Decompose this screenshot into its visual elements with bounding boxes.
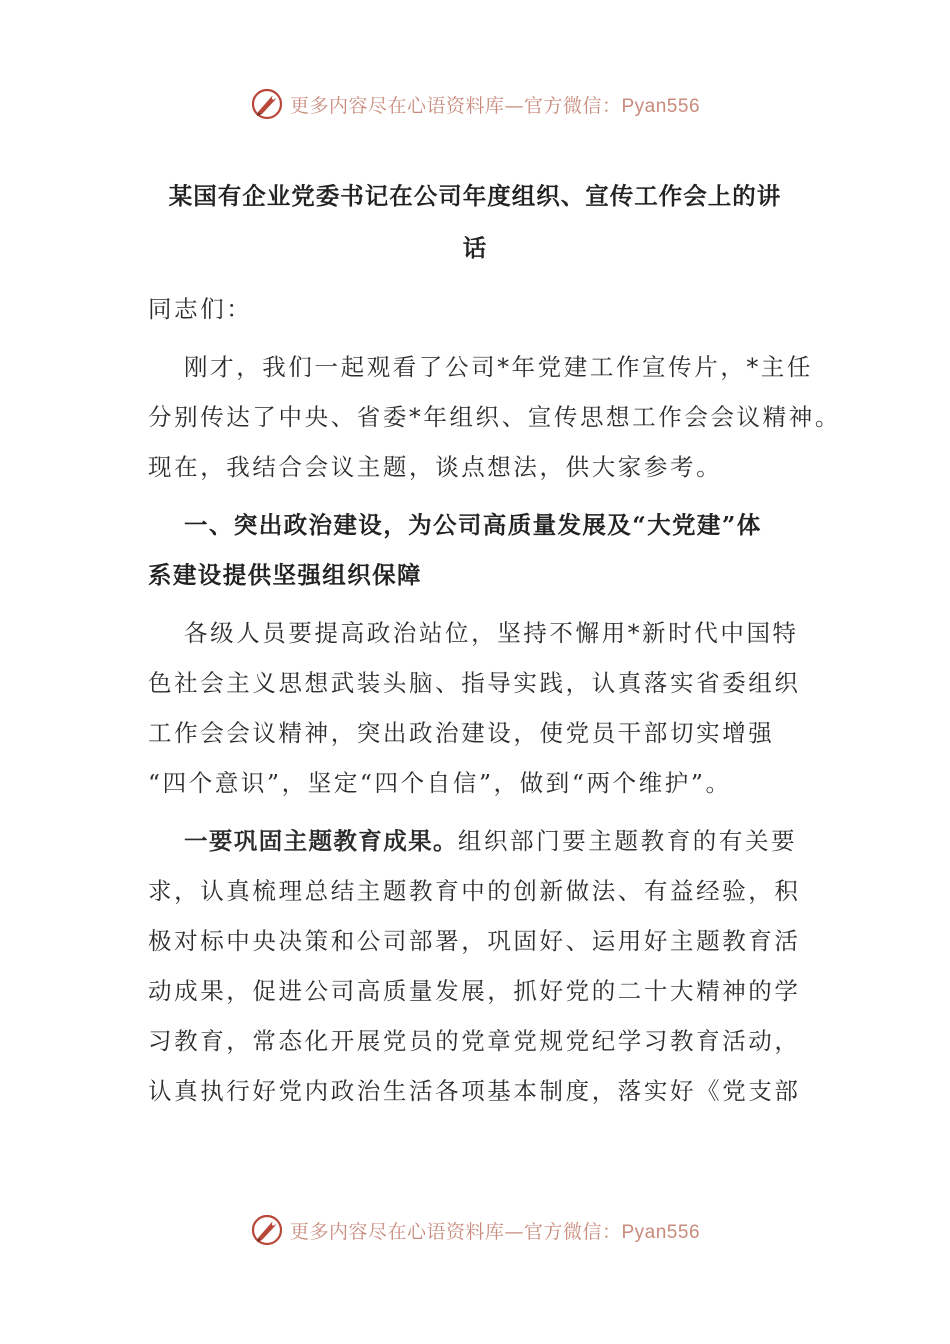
paragraph-line: 极对标中央决策和公司部署，巩固好、运用好主题教育活 <box>148 927 801 955</box>
pen-nib-logo-icon <box>250 1213 284 1247</box>
paragraph-text: 组织部门要主题教育的有关要 <box>457 827 798 855</box>
banner-text: 更多内容尽在心语资料库—官方微信：Pyan556 <box>289 94 701 117</box>
paragraph-line: 色社会主义思想武装头脑、指导实践，认真落实省委组织 <box>148 669 801 697</box>
section-heading-line: 系建设提供坚强组织保障 <box>148 561 422 589</box>
paragraph-line: 习教育，常态化开展党员的党章党规党纪学习教育活动， <box>148 1027 801 1055</box>
title-line-2: 话 <box>462 234 488 262</box>
paragraph-line: 工作会会议精神，突出政治建设，使党员干部切实增强 <box>148 719 775 747</box>
paragraph-lead: 一要巩固主题教育成果。 <box>184 827 458 855</box>
title-line-1: 某国有企业党委书记在公司年度组织、宣传工作会上的讲 <box>168 182 782 210</box>
footer-watermark-banner <box>0 1210 950 1250</box>
paragraph-line: 认真执行好党内政治生活各项基本制度，落实好《党支部 <box>148 1077 801 1105</box>
document-title <box>148 170 802 274</box>
section-heading-line: 一、突出政治建设，为公司高质量发展及“大党建”体 <box>184 511 762 539</box>
paragraph-line: 求，认真梳理总结主题教育中的创新做法、有益经验，积 <box>148 877 801 905</box>
paragraph-line <box>184 822 797 856</box>
banner-text: 更多内容尽在心语资料库—官方微信：Pyan556 <box>289 1220 701 1243</box>
paragraph-line: “四个意识”，坚定“四个自信”，做到“两个维护”。 <box>148 769 732 797</box>
paragraph-line: 刚才，我们一起观看了公司*年党建工作宣传片，*主任 <box>184 353 813 381</box>
pen-nib-logo-icon <box>250 87 284 121</box>
header-watermark-banner <box>0 84 950 124</box>
paragraph-line: 各级人员要提高政治站位，坚持不懈用*新时代中国特 <box>184 619 799 647</box>
paragraph-line: 现在，我结合会议主题，谈点想法，供大家参考。 <box>148 453 723 481</box>
paragraph-line: 分别传达了中央、省委*年组织、宣传思想工作会会议精神。 <box>148 403 841 431</box>
salutation: 同志们： <box>148 295 253 323</box>
paragraph-line: 动成果，促进公司高质量发展，抓好党的二十大精神的学 <box>148 977 801 1005</box>
